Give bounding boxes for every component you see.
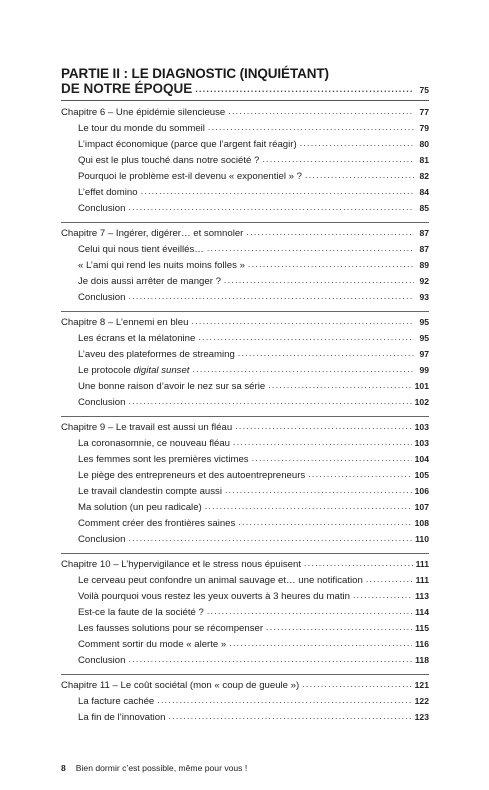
dot-leader bbox=[208, 119, 414, 135]
dot-leader bbox=[128, 393, 411, 409]
section-entry[interactable] bbox=[61, 483, 429, 499]
dot-leader bbox=[128, 651, 412, 667]
section-entry[interactable] bbox=[61, 499, 429, 515]
section-title: Celui qui nous tient éveillés… bbox=[78, 244, 204, 255]
section-title: La fin de l’innovation bbox=[78, 712, 166, 723]
section-page-number: 102 bbox=[414, 397, 429, 407]
section-page-number: 123 bbox=[414, 712, 429, 722]
section-page-number: 99 bbox=[419, 365, 429, 375]
section-title: L’aveu des plateformes de streaming bbox=[78, 349, 235, 360]
section-entry[interactable] bbox=[61, 289, 429, 305]
section-page-number: 82 bbox=[419, 171, 429, 181]
chapter-entry[interactable] bbox=[61, 556, 429, 572]
chapter-page-number: 87 bbox=[419, 228, 429, 238]
section-title: Conclusion bbox=[78, 203, 126, 214]
dot-leader bbox=[128, 199, 414, 215]
chapter-entry[interactable] bbox=[61, 677, 429, 693]
section-title: Une bonne raison d’avoir le nez sur sa série bbox=[78, 381, 266, 392]
section-page-number: 105 bbox=[414, 470, 429, 480]
section-title: Je dois aussi arrêter de manger ? bbox=[78, 276, 221, 287]
section-title: Les écrans et la mélatonine bbox=[78, 333, 196, 344]
dot-leader bbox=[207, 603, 412, 619]
section-title: Le protocole digital sunset bbox=[78, 365, 190, 376]
section-entry[interactable] bbox=[61, 588, 429, 604]
section-entry[interactable] bbox=[61, 200, 429, 216]
section-page-number: 106 bbox=[414, 486, 429, 496]
section-page-number: 92 bbox=[419, 276, 429, 286]
chapter-title: Chapitre 11 – Le coût sociétal (mon « coup de gueule ») bbox=[61, 680, 300, 691]
chapter-block bbox=[61, 314, 429, 410]
section-page-number: 114 bbox=[415, 607, 429, 617]
section-title: Voilà pourquoi vous restez les yeux ouverts à 3 heures du matin bbox=[78, 591, 350, 602]
chapter-divider bbox=[61, 222, 429, 223]
section-entry[interactable] bbox=[61, 394, 429, 410]
chapter-divider bbox=[61, 311, 429, 312]
chapter-block bbox=[61, 419, 429, 547]
dot-leader bbox=[168, 708, 411, 724]
dot-leader bbox=[229, 635, 412, 651]
section-page-number: 115 bbox=[415, 623, 429, 633]
footer-page-number: 8 bbox=[61, 763, 66, 773]
section-entry[interactable] bbox=[61, 652, 429, 668]
section-entry[interactable] bbox=[61, 435, 429, 451]
section-page-number: 97 bbox=[419, 349, 429, 359]
section-page-number: 84 bbox=[419, 187, 429, 197]
section-entry[interactable] bbox=[61, 515, 429, 531]
part-title-line2: DE NOTRE ÉPOQUE bbox=[61, 81, 193, 96]
section-page-number: 95 bbox=[419, 333, 429, 343]
section-title: Le piège des entrepreneurs et des autoentrepreneurs bbox=[78, 470, 306, 481]
section-title: Conclusion bbox=[78, 292, 126, 303]
dot-leader bbox=[228, 103, 414, 119]
section-page-number: 101 bbox=[414, 381, 429, 391]
section-title: Le cerveau peut confondre un animal sauvage et… une notification bbox=[78, 575, 363, 586]
section-entry[interactable] bbox=[61, 378, 429, 394]
chapter-title: Chapitre 8 – L’ennemi en bleu bbox=[61, 317, 189, 328]
dot-leader bbox=[248, 256, 414, 272]
chapter-list bbox=[61, 104, 429, 725]
section-entry[interactable] bbox=[61, 604, 429, 620]
chapter-title: Chapitre 10 – L’hypervigilance et le stress nous épuisent bbox=[61, 559, 301, 570]
chapter-entry[interactable] bbox=[61, 225, 429, 241]
dot-leader bbox=[268, 377, 411, 393]
chapter-page-number: 77 bbox=[419, 107, 429, 117]
section-page-number: 79 bbox=[419, 123, 429, 133]
chapter-title: Chapitre 9 – Le travail est aussi un fléau bbox=[61, 422, 233, 433]
section-entry[interactable] bbox=[61, 152, 429, 168]
section-title: Conclusion bbox=[78, 655, 126, 666]
dot-leader bbox=[192, 361, 414, 377]
dot-leader bbox=[238, 345, 414, 361]
dot-leader bbox=[207, 240, 414, 256]
page-footer bbox=[61, 763, 247, 773]
section-page-number: 122 bbox=[414, 696, 429, 706]
section-entry[interactable] bbox=[61, 451, 429, 467]
section-title: L’effet domino bbox=[78, 187, 138, 198]
section-title: L’impact économique (parce que l’argent fait réagir) bbox=[78, 139, 297, 150]
chapter-page-number: 121 bbox=[414, 680, 429, 690]
section-entry[interactable] bbox=[61, 120, 429, 136]
chapter-entry[interactable] bbox=[61, 314, 429, 330]
section-entry[interactable] bbox=[61, 136, 429, 152]
dot-leader bbox=[262, 151, 414, 167]
section-page-number: 110 bbox=[415, 534, 429, 544]
section-page-number: 85 bbox=[419, 203, 429, 213]
dot-leader bbox=[128, 530, 412, 546]
section-entry[interactable] bbox=[61, 709, 429, 725]
section-page-number: 118 bbox=[415, 655, 429, 665]
chapter-divider bbox=[61, 416, 429, 417]
section-page-number: 81 bbox=[419, 155, 429, 165]
dot-leader bbox=[238, 514, 411, 530]
dot-leader bbox=[305, 167, 414, 183]
dot-leader bbox=[128, 288, 414, 304]
chapter-entry[interactable] bbox=[61, 104, 429, 120]
dot-leader bbox=[224, 272, 414, 288]
section-entry[interactable] bbox=[61, 330, 429, 346]
section-page-number: 107 bbox=[414, 502, 429, 512]
section-entry[interactable] bbox=[61, 572, 429, 588]
dot-leader bbox=[353, 587, 412, 603]
section-page-number: 116 bbox=[415, 639, 429, 649]
section-entry[interactable] bbox=[61, 693, 429, 709]
chapter-page-number: 95 bbox=[419, 317, 429, 327]
section-entry[interactable] bbox=[61, 362, 429, 378]
dot-leader bbox=[235, 418, 411, 434]
section-page-number: 111 bbox=[415, 575, 429, 585]
section-entry[interactable] bbox=[61, 168, 429, 184]
section-title: La coronasomnie, ce nouveau fléau bbox=[78, 438, 231, 449]
section-entry[interactable] bbox=[61, 636, 429, 652]
chapter-block bbox=[61, 556, 429, 668]
section-title: Ma solution (un peu radicale) bbox=[78, 502, 202, 513]
chapter-page-number: 103 bbox=[414, 422, 429, 432]
chapter-block bbox=[61, 225, 429, 305]
footer-book-title: Bien dormir c’est possible, même pour vous ! bbox=[75, 763, 248, 773]
dot-leader bbox=[308, 466, 411, 482]
dot-leader bbox=[205, 498, 412, 514]
chapter-divider bbox=[61, 553, 429, 554]
section-page-number: 103 bbox=[414, 438, 429, 448]
part-page-number: 75 bbox=[419, 85, 429, 95]
part-divider bbox=[61, 100, 429, 101]
dot-leader bbox=[252, 450, 412, 466]
dot-leader bbox=[225, 482, 412, 498]
table-of-contents bbox=[61, 66, 429, 725]
section-title: Qui est le plus touché dans notre société ? bbox=[78, 155, 260, 166]
section-entry[interactable] bbox=[61, 467, 429, 483]
section-title: « L’ami qui rend les nuits moins folles » bbox=[78, 260, 245, 271]
part-title-row[interactable] bbox=[61, 81, 429, 98]
section-page-number: 80 bbox=[419, 139, 429, 149]
part-title-line1: PARTIE II : LE DIAGNOSTIC (INQUIÉTANT) bbox=[61, 66, 329, 81]
chapter-divider bbox=[61, 674, 429, 675]
section-page-number: 104 bbox=[414, 454, 429, 464]
dot-leader bbox=[195, 82, 414, 97]
dot-leader bbox=[157, 692, 411, 708]
section-title: Le travail clandestin compte aussi bbox=[78, 486, 222, 497]
chapter-block bbox=[61, 677, 429, 725]
section-title: Conclusion bbox=[78, 397, 126, 408]
section-title: Les fausses solutions pour se récompenser bbox=[78, 623, 264, 634]
dot-leader bbox=[266, 619, 412, 635]
section-title: Est-ce la faute de la société ? bbox=[78, 607, 204, 618]
dot-leader bbox=[191, 313, 414, 329]
section-entry[interactable] bbox=[61, 346, 429, 362]
section-entry[interactable] bbox=[61, 620, 429, 636]
section-page-number: 108 bbox=[414, 518, 429, 528]
section-title: La facture cachée bbox=[78, 696, 155, 707]
section-entry[interactable] bbox=[61, 184, 429, 200]
section-page-number: 89 bbox=[419, 260, 429, 270]
chapter-block bbox=[61, 104, 429, 216]
section-page-number: 87 bbox=[419, 244, 429, 254]
dot-leader bbox=[233, 434, 412, 450]
section-entry[interactable] bbox=[61, 273, 429, 289]
chapter-title: Chapitre 7 – Ingérer, digérer… et somnoler bbox=[61, 228, 244, 239]
chapter-entry[interactable] bbox=[61, 419, 429, 435]
chapter-page-number: 111 bbox=[415, 559, 429, 569]
section-page-number: 113 bbox=[415, 591, 429, 601]
section-title: Les femmes sont les premières victimes bbox=[78, 454, 249, 465]
section-entry[interactable] bbox=[61, 257, 429, 273]
section-title: Conclusion bbox=[78, 534, 126, 545]
dot-leader bbox=[198, 329, 414, 345]
section-title: Le tour du monde du sommeil bbox=[78, 123, 205, 134]
dot-leader bbox=[300, 135, 414, 151]
dot-leader bbox=[366, 571, 413, 587]
section-title: Pourquoi le problème est-il devenu « exponentiel » ? bbox=[78, 171, 303, 182]
section-page-number: 93 bbox=[419, 292, 429, 302]
dot-leader bbox=[141, 183, 414, 199]
section-title: Comment sortir du mode « alerte » bbox=[78, 639, 227, 650]
dot-leader bbox=[302, 676, 411, 692]
chapter-title: Chapitre 6 – Une épidémie silencieuse bbox=[61, 107, 226, 118]
section-title: Comment créer des frontières saines bbox=[78, 518, 236, 529]
section-entry[interactable] bbox=[61, 531, 429, 547]
section-entry[interactable] bbox=[61, 241, 429, 257]
dot-leader bbox=[246, 224, 414, 240]
dot-leader bbox=[304, 555, 413, 571]
